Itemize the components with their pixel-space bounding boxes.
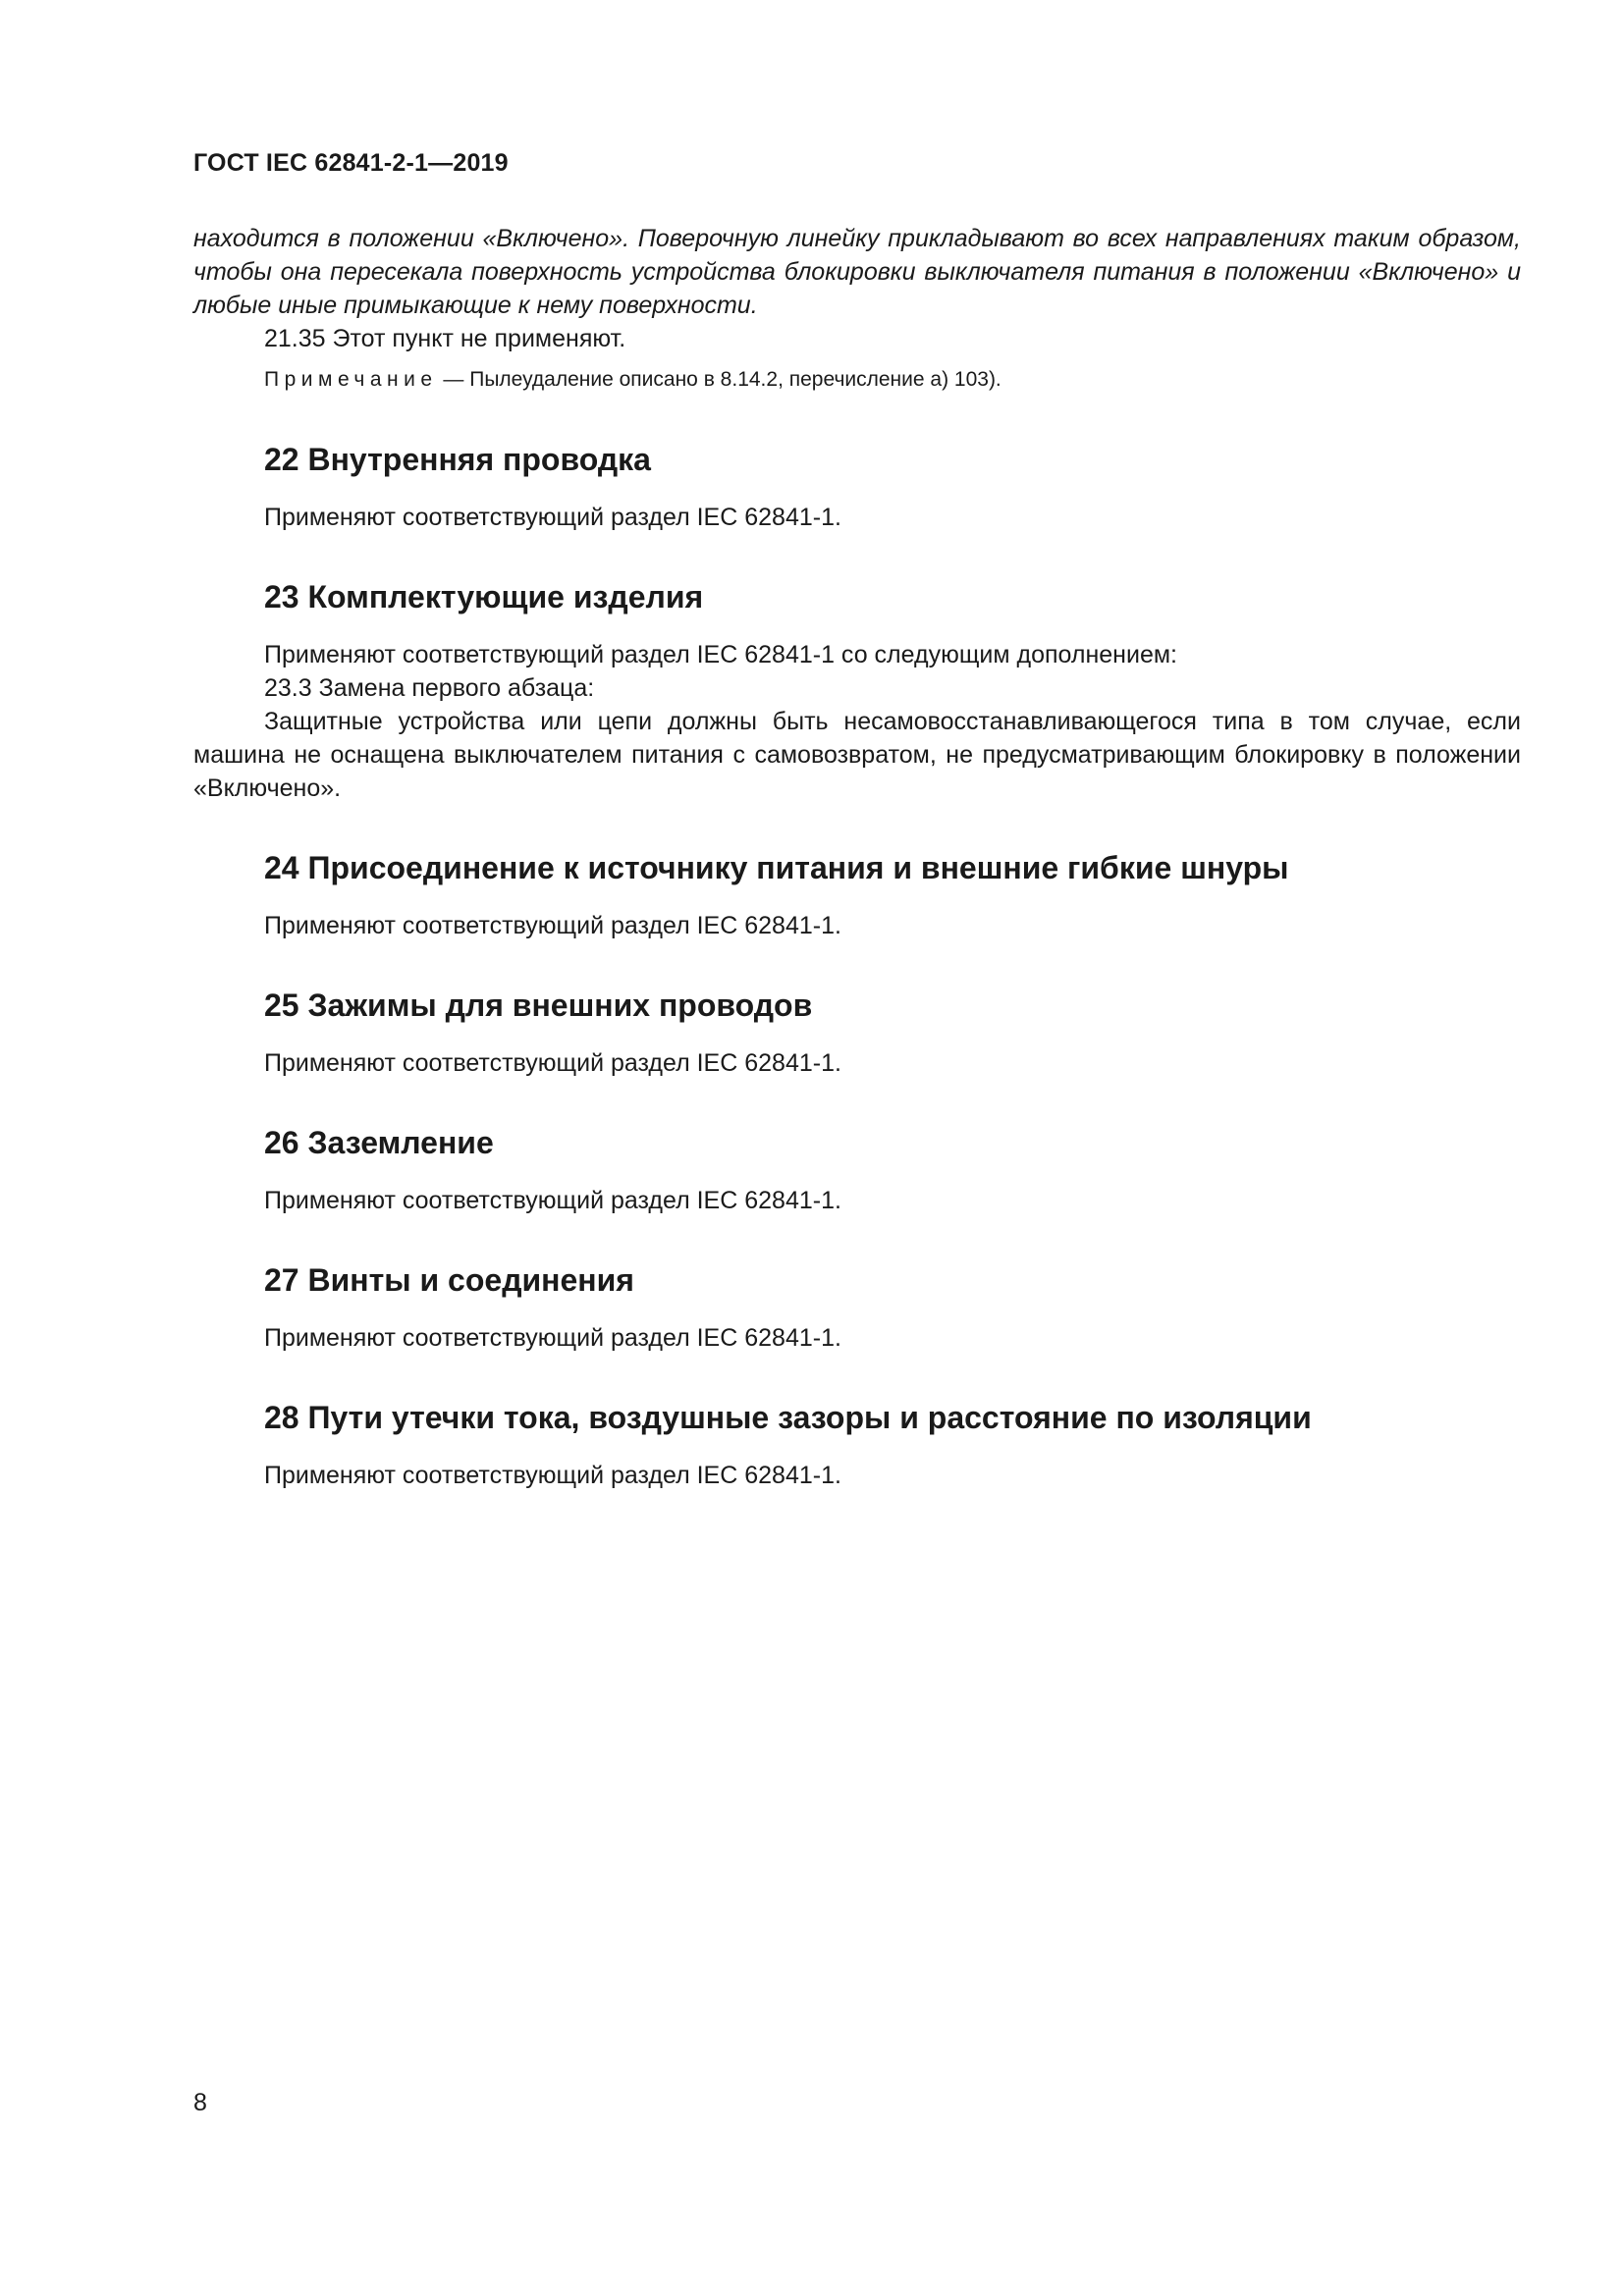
section-paragraph: Применяют соответствующий раздел IEC 62841-1. xyxy=(264,504,841,531)
section-paragraph: Применяют соответствующий раздел IEC 62841-1. xyxy=(264,1462,841,1489)
section-heading: 24 Присоединение к источнику питания и внешние гибкие шнуры xyxy=(264,850,1289,885)
note-label: Примечание xyxy=(264,368,438,391)
section-heading: 28 Пути утечки тока, воздушные зазоры и расстояние по изоляции xyxy=(264,1400,1312,1435)
document-header: ГОСТ IEC 62841-2-1—2019 xyxy=(193,149,509,177)
section-23 xyxy=(193,577,1521,805)
note xyxy=(193,365,1521,395)
section-paragraph: Применяют соответствующий раздел IEC 62841-1. xyxy=(264,1187,841,1214)
section-26 xyxy=(193,1123,1521,1217)
section-paragraph: Применяют соответствующий раздел IEC 62841-1. xyxy=(264,1324,841,1352)
page-content xyxy=(193,222,1521,1492)
section-heading: 22 Внутренняя проводка xyxy=(264,442,651,477)
section-25 xyxy=(193,986,1521,1080)
section-22 xyxy=(193,440,1521,534)
clause-21-35: 21.35 Этот пункт не применяют. xyxy=(264,325,626,352)
section-heading: 25 Зажимы для внешних проводов xyxy=(264,988,813,1023)
note-text: — Пылеудаление описано в 8.14.2, перечисление а) 103). xyxy=(437,368,1001,391)
clause-23-3: 23.3 Замена первого абзаца: xyxy=(264,674,595,702)
section-heading: 26 Заземление xyxy=(264,1125,494,1160)
section-28 xyxy=(193,1398,1521,1492)
section-paragraph: Применяют соответствующий раздел IEC 62841-1. xyxy=(264,1049,841,1077)
section-27 xyxy=(193,1260,1521,1355)
section-24 xyxy=(193,848,1521,942)
section-paragraph: Применяют соответствующий раздел IEC 62841-1 со следующим дополнением: xyxy=(264,641,1177,668)
section-heading: 23 Комплектующие изделия xyxy=(264,579,704,614)
section-paragraph: Защитные устройства или цепи должны быть несамовосстанавливающегося типа в том случае, если машина не оснащена выключателем питания с самовозвратом, не предусматривающим блокировку в положении «Включено». xyxy=(193,708,1521,802)
section-paragraph: Применяют соответствующий раздел IEC 62841-1. xyxy=(264,912,841,939)
continued-paragraph: находится в положении «Включено». Поверочную линейку прикладывают во всех направлениях таким образом, чтобы она пересекала поверхность устройства блокировки выключателя питания в положении «Включено» и любые иные примыкающие к нему поверхности. xyxy=(193,225,1521,319)
section-heading: 27 Винты и соединения xyxy=(264,1262,634,1298)
page-number: 8 xyxy=(193,2089,207,2116)
